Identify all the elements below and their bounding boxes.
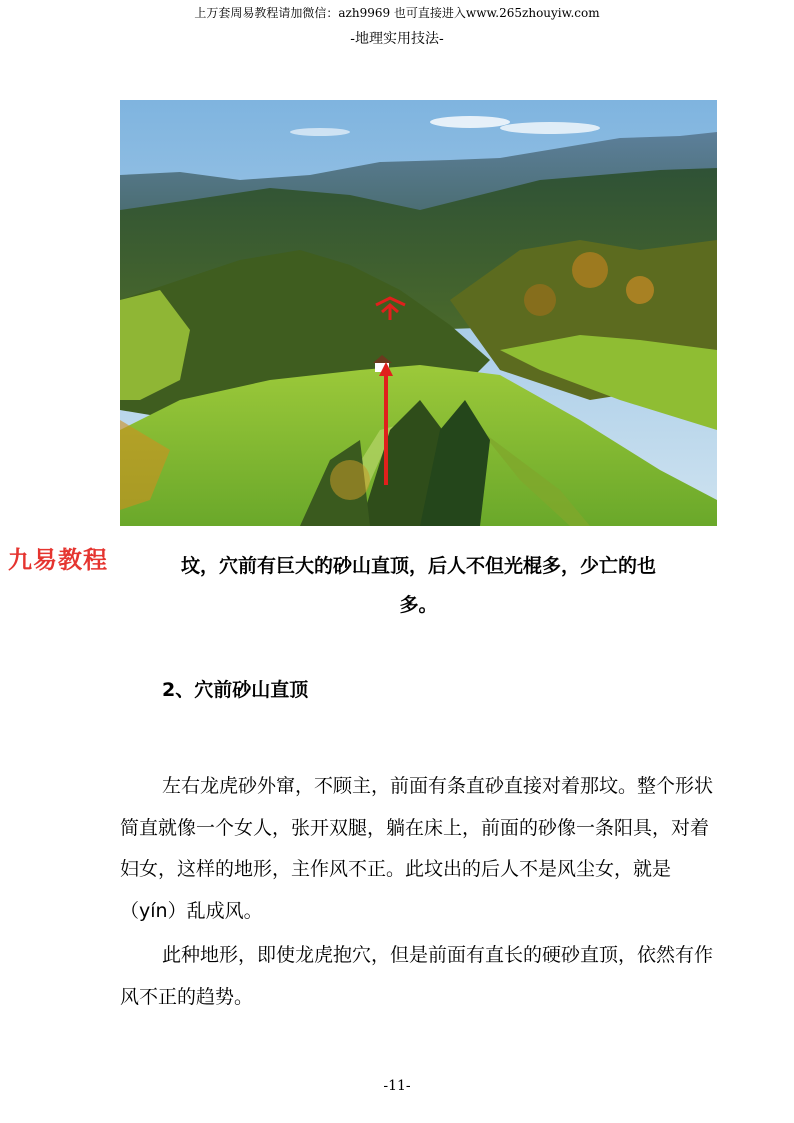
- header-promo-text: 上万套周易教程请加微信：azh9969 也可直接进入www.265zhouyiw.com: [194, 6, 600, 20]
- landscape-photo: [120, 100, 717, 526]
- figure-caption-line-1: 坟，穴前有巨大的砂山直顶，后人不但光棍多，少亡的也: [180, 555, 656, 577]
- section-heading: 2、穴前砂山直顶: [162, 679, 309, 701]
- watermark-logo: 九易教程: [8, 546, 108, 574]
- header-subtitle: -地理实用技法-: [350, 31, 444, 47]
- body-paragraph-1: 左右龙虎砂外窜，不顾主，前面有条直砂直接对着那坟。整个形状简直就像一个女人，张开双腿，躺在床上，前面的砂像一条阳具，对着妇女，这样的地形，主作风不正。此坟出的后人不是风尘女，就是（yín）乱成风。: [120, 775, 714, 922]
- body-paragraph-2: 此种地形，即使龙虎抱穴，但是前面有直长的硬砂直顶，依然有作风不正的趋势。: [120, 944, 714, 1008]
- page-number: -11-: [383, 1078, 411, 1094]
- figure-caption-line-2: 多。: [399, 594, 438, 616]
